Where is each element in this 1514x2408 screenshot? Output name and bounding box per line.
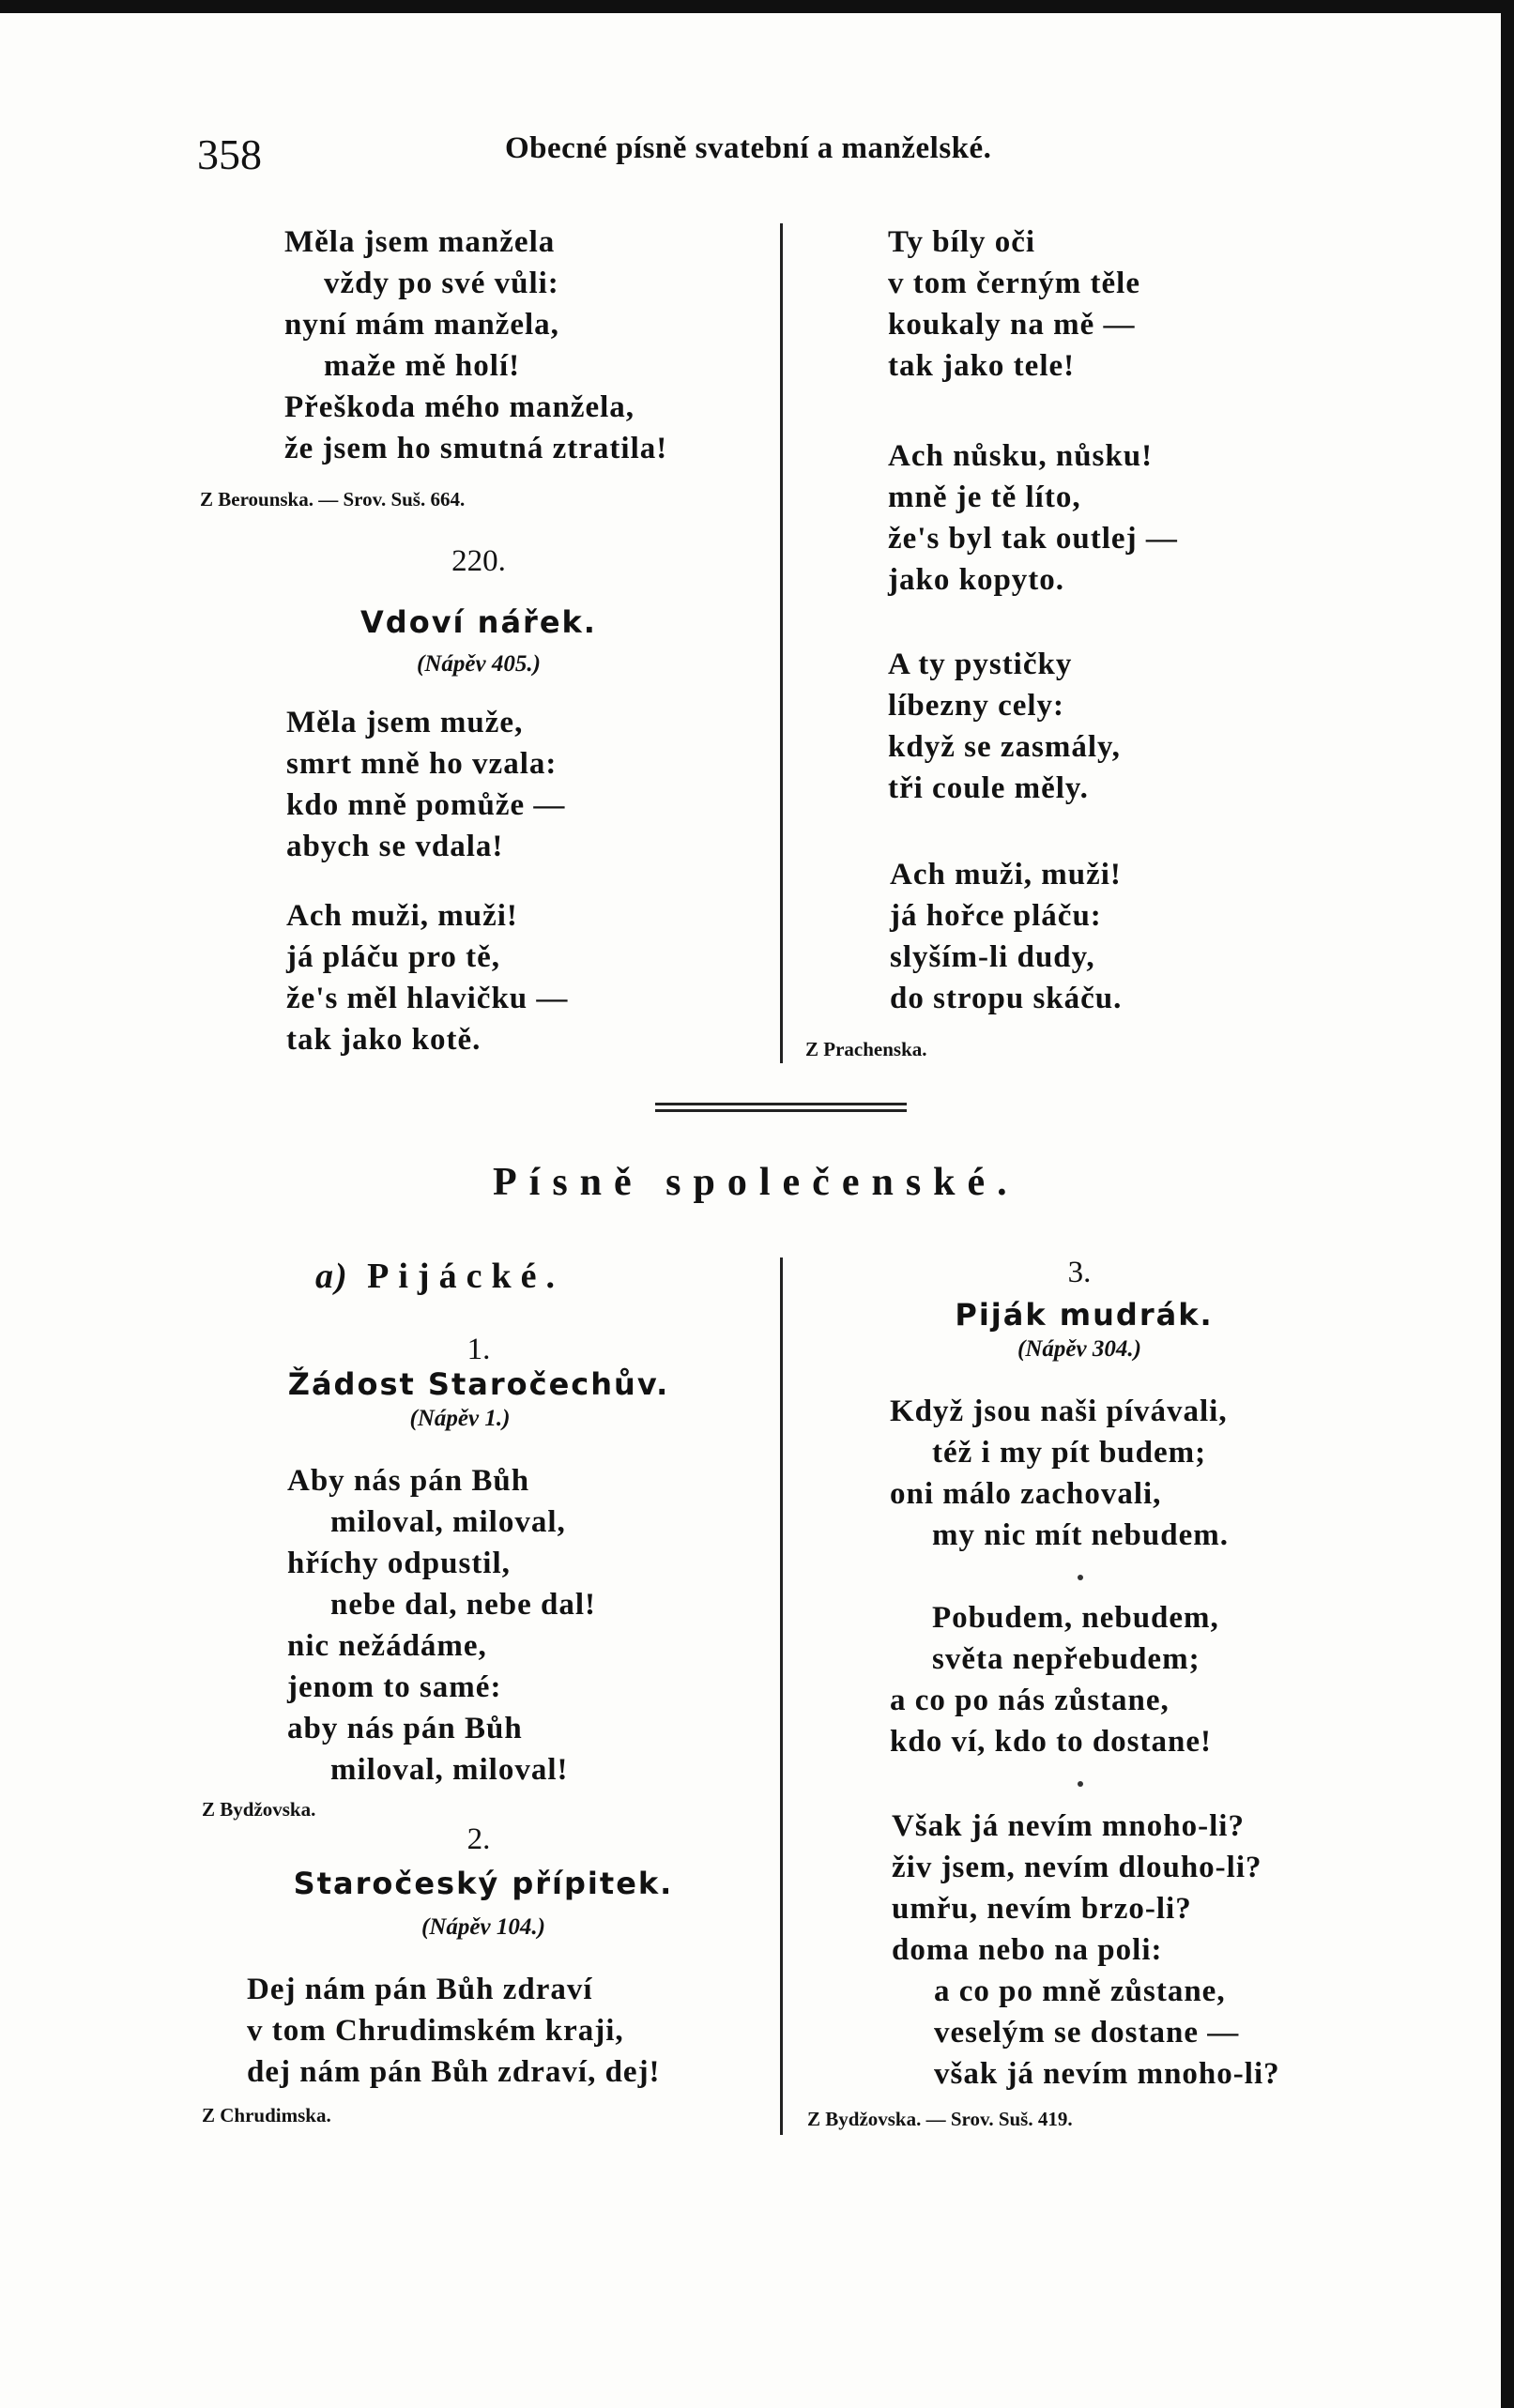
verse-line: však já nevím mnoho-li? <box>934 2057 1280 2091</box>
section-separator <box>655 1109 907 1112</box>
verse-line: živ jsem, nevím dlouho-li? <box>892 1851 1262 1884</box>
song-number: 2. <box>466 1822 491 1856</box>
verse-line: já hořce pláču: <box>890 899 1102 933</box>
verse-line: a co po mně zůstane, <box>934 1974 1226 2008</box>
melody-reference: (Nápěv 405.) <box>417 651 541 677</box>
verse-line: hříchy odpustil, <box>287 1547 511 1580</box>
melody-reference: (Nápěv 104.) <box>421 1914 545 1940</box>
melody-reference: (Nápěv 304.) <box>1017 1336 1141 1362</box>
verse-line: my nic mít nebudem. <box>932 1518 1229 1552</box>
column-rule <box>780 1257 783 2135</box>
source-note: Z Chrudimska. <box>202 2104 331 2126</box>
song-number: 1. <box>466 1333 491 1366</box>
verse-line: dej nám pán Bůh zdraví, dej! <box>247 2055 661 2089</box>
verse-line: v tom černým těle <box>888 267 1140 300</box>
verse-line: mně je tě líto, <box>888 480 1081 514</box>
verse-line: umřu, nevím brzo-li? <box>892 1892 1192 1926</box>
verse-line: nyní mám manžela, <box>284 308 559 342</box>
verse-line: do stropu skáču. <box>890 982 1123 1015</box>
song-number: 3. <box>1067 1256 1092 1289</box>
verse-line: tak jako tele! <box>888 349 1076 383</box>
verse-line: když se zasmály, <box>888 730 1121 764</box>
verse-line: maže mě holí! <box>324 349 521 383</box>
section-heading: Písně společenské. <box>493 1161 1019 1204</box>
verse-line: veselým se dostane — <box>934 2016 1240 2050</box>
verse-line: Ach muži, muži! <box>286 899 518 933</box>
verse-line: Ach nůsku, nůsku! <box>888 439 1154 473</box>
verse-line: smrt mně ho vzala: <box>286 747 558 781</box>
song-title: Vdoví nářek. <box>360 604 597 640</box>
verse-line: já pláču pro tě, <box>286 940 501 974</box>
column-rule <box>780 223 783 1063</box>
verse-line: kdo ví, kdo to dostane! <box>890 1725 1212 1759</box>
verse-line: nebe dal, nebe dal! <box>330 1588 597 1622</box>
verse-line: tak jako kotě. <box>286 1023 482 1057</box>
verse-line: a co po nás zůstane, <box>890 1684 1170 1717</box>
verse-line: tři coule měly. <box>888 771 1089 805</box>
scan-right-edge <box>1501 0 1514 2408</box>
stanza-divider-dot <box>1078 1781 1083 1787</box>
verse-line: Měla jsem manžela <box>284 225 556 259</box>
verse-line: doma nebo na poli: <box>892 1933 1163 1967</box>
source-note: Z Bydžovska. — Srov. Suš. 419. <box>807 2108 1073 2130</box>
verse-line: miloval, miloval! <box>330 1753 569 1787</box>
verse-line: Měla jsem muže, <box>286 706 524 739</box>
verse-line: Však já nevím mnoho-li? <box>892 1809 1245 1843</box>
source-note: Z Prachenska. <box>805 1038 927 1060</box>
verse-line: jako kopyto. <box>888 563 1065 597</box>
verse-line: nic nežádáme, <box>287 1629 487 1663</box>
section-separator <box>655 1103 907 1105</box>
verse-line: aby nás pán Bůh <box>287 1712 523 1745</box>
song-title: Staročeský přípitek. <box>293 1866 674 1901</box>
verse-line: Dej nám pán Bůh zdraví <box>247 1973 593 2006</box>
verse-line: vždy po své vůli: <box>324 267 559 300</box>
verse-line: že's byl tak outlej — <box>888 522 1178 556</box>
subsection-heading <box>315 1256 564 1297</box>
verse-line: jenom to samé: <box>287 1670 502 1704</box>
stanza-divider-dot <box>1078 1575 1083 1580</box>
verse-line: oni málo zachovali, <box>890 1477 1162 1511</box>
verse-line: Ty bíly oči <box>888 225 1036 259</box>
verse-line: světa nepřebudem; <box>932 1642 1200 1676</box>
verse-line: že's měl hlavičku — <box>286 982 569 1015</box>
song-title: Žádost Staročechův. <box>287 1366 670 1402</box>
verse-line: Když jsou naši pívávali, <box>890 1395 1228 1428</box>
verse-line: abych se vdala! <box>286 830 504 863</box>
verse-line: v tom Chrudimském kraji, <box>247 2014 624 2048</box>
verse-line: též i my pít budem; <box>932 1436 1207 1470</box>
verse-line: slyším-li dudy, <box>890 940 1095 974</box>
verse-line: kdo mně pomůže — <box>286 788 566 822</box>
running-title: Obecné písně svatební a manželské. <box>505 131 992 165</box>
subsection-title: Pijácké. <box>367 1257 564 1296</box>
verse-line: Aby nás pán Bůh <box>287 1464 530 1498</box>
source-note: Z Berounska. — Srov. Suš. 664. <box>200 488 466 511</box>
melody-reference: (Nápěv 1.) <box>409 1406 511 1431</box>
verse-line: Přeškoda mého manžela, <box>284 390 635 424</box>
verse-line: Ach muži, muži! <box>890 858 1122 892</box>
verse-line: Pobudem, nebudem, <box>932 1601 1219 1635</box>
verse-line: že jsem ho smutná ztratila! <box>284 432 668 465</box>
source-note: Z Bydžovska. <box>202 1798 316 1821</box>
scan-top-edge <box>0 0 1514 13</box>
page-number: 358 <box>197 130 262 178</box>
verse-line: miloval, miloval, <box>330 1505 566 1539</box>
verse-line: A ty pystičky <box>888 648 1073 681</box>
song-title: Piják mudrák. <box>955 1297 1214 1333</box>
verse-line: líbezny cely: <box>888 689 1065 723</box>
subsection-mark: a) <box>315 1257 349 1296</box>
song-number: 220. <box>451 544 506 578</box>
verse-line: koukaly na mě — <box>888 308 1136 342</box>
